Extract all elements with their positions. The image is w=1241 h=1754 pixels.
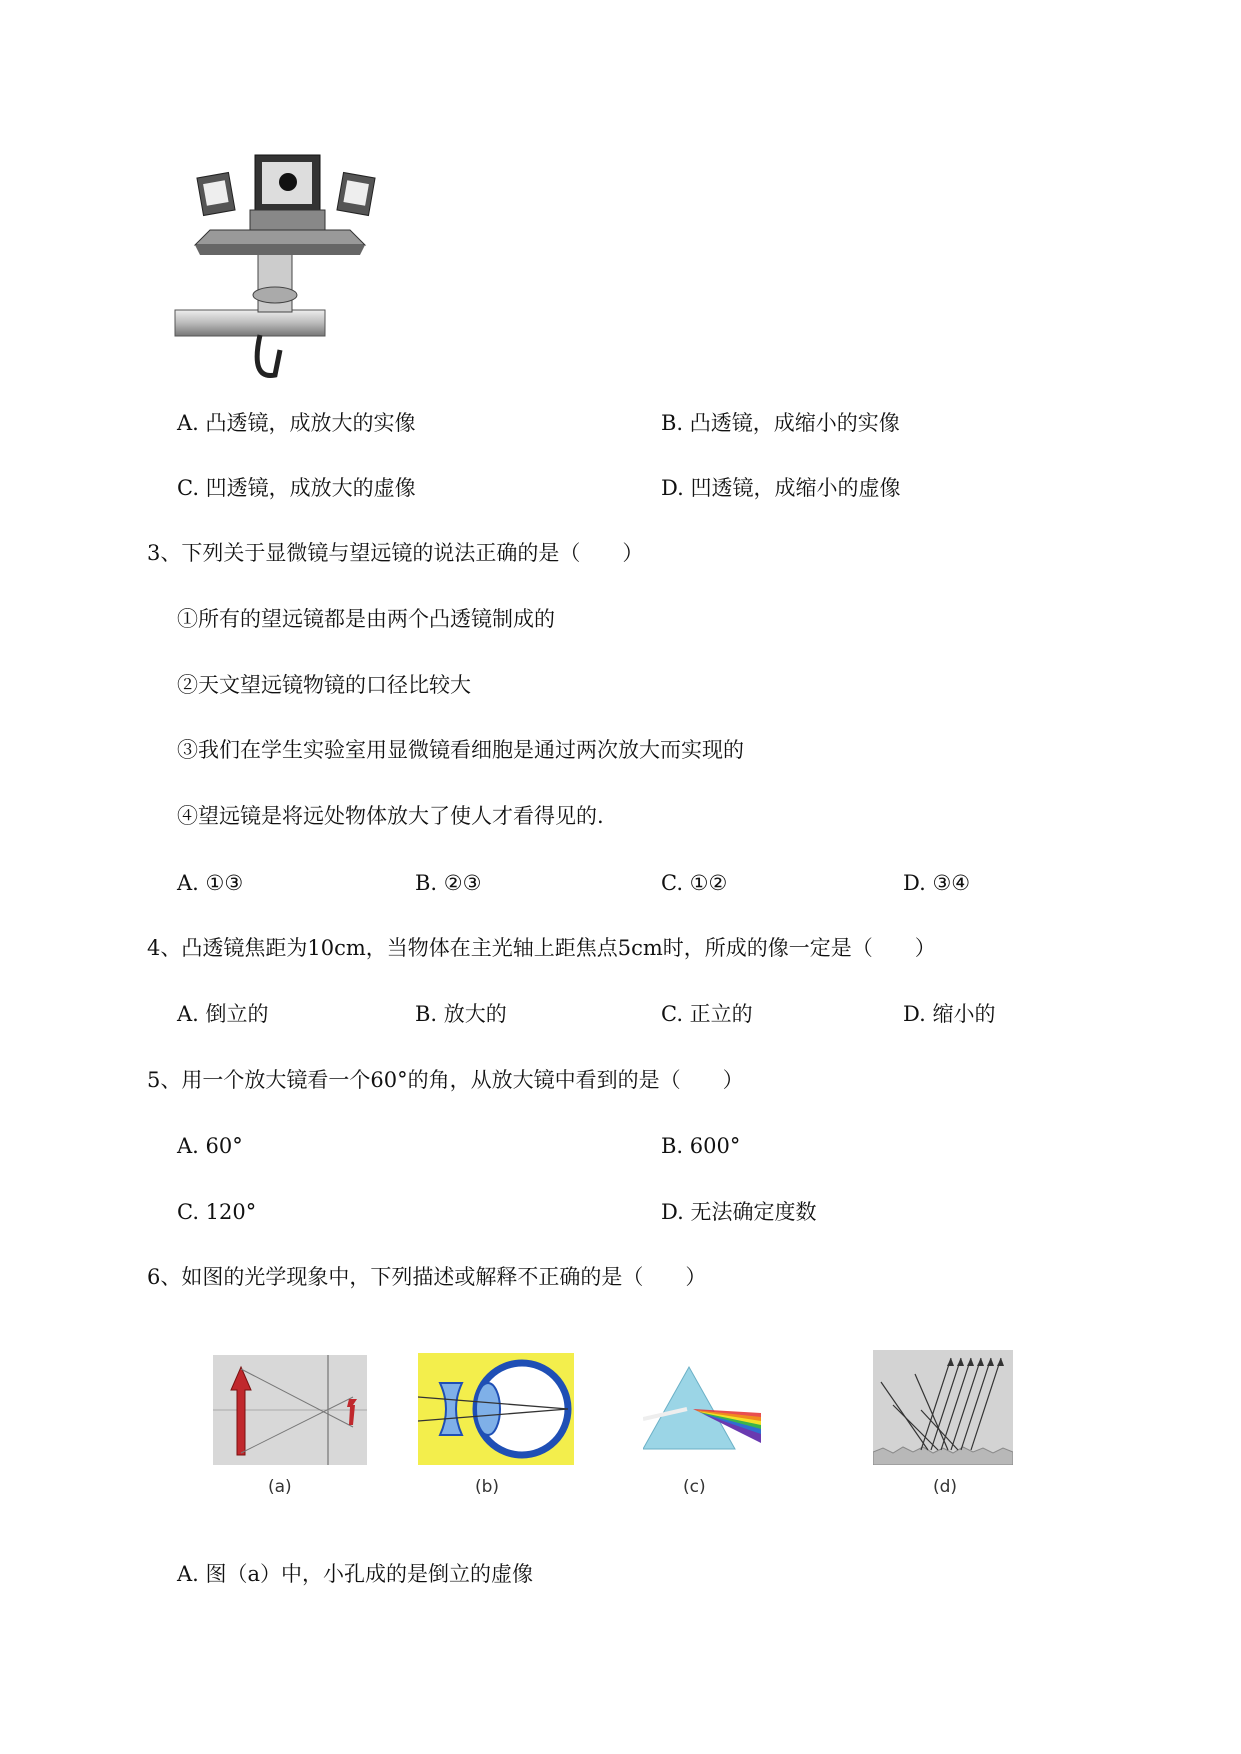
figure-c-prism-image [643,1357,765,1457]
q5-stem: 5、用一个放大镜看一个60°的角，从放大镜中看到的是（ ） [147,1068,744,1092]
q3-option-d: D. ③④ [903,871,971,895]
q2-option-a: A. 凸透镜，成放大的实像 [177,411,416,435]
q5-option-a: A. 60° [177,1134,243,1158]
figure-a-caption: (a) [268,1477,292,1497]
q3-option-c: C. ①② [661,871,728,895]
q2-option-c: C. 凹透镜，成放大的虚像 [177,476,416,500]
q2-option-d: D. 凹透镜，成缩小的虚像 [661,476,901,500]
q4-option-b: B. 放大的 [415,1002,507,1026]
q3-option-a: A. ①③ [177,871,244,895]
q6-stem: 6、如图的光学现象中，下列描述或解释不正确的是（ ） [147,1265,707,1289]
q5-option-d: D. 无法确定度数 [661,1200,817,1224]
figure-b-caption: (b) [475,1477,500,1497]
figure-a-pinhole-image [213,1355,367,1465]
q3-statement-3: ③我们在学生实验室用显微镜看细胞是通过两次放大而实现的 [177,738,744,762]
q6-option-a: A. 图（a）中，小孔成的是倒立的虚像 [177,1562,534,1586]
q4-option-d: D. 缩小的 [903,1002,996,1026]
q3-option-b: B. ②③ [415,871,482,895]
figure-d-caption: (d) [933,1477,958,1497]
q4-option-c: C. 正立的 [661,1002,753,1026]
q5-option-b: B. 600° [661,1134,741,1158]
q3-stem: 3、下列关于显微镜与望远镜的说法正确的是（ ） [147,541,644,565]
q4-stem: 4、凸透镜焦距为10cm，当物体在主光轴上距焦点5cm时，所成的像一定是（ ） [147,936,936,960]
q4-option-a: A. 倒立的 [177,1002,269,1026]
q3-statement-4: ④望远镜是将远处物体放大了使人才看得见的. [177,804,604,828]
q5-option-c: C. 120° [177,1200,257,1224]
q2-option-b: B. 凸透镜，成缩小的实像 [661,411,900,435]
figure-c-caption: (c) [683,1477,706,1497]
figure-d-diffuse-reflection-image [873,1350,1013,1465]
q3-statement-2: ②天文望远镜物镜的口径比较大 [177,673,471,697]
q3-statement-1: ①所有的望远镜都是由两个凸透镜制成的 [177,607,555,631]
surveillance-camera-image [170,150,400,380]
figure-b-eye-lens-image [418,1353,574,1465]
